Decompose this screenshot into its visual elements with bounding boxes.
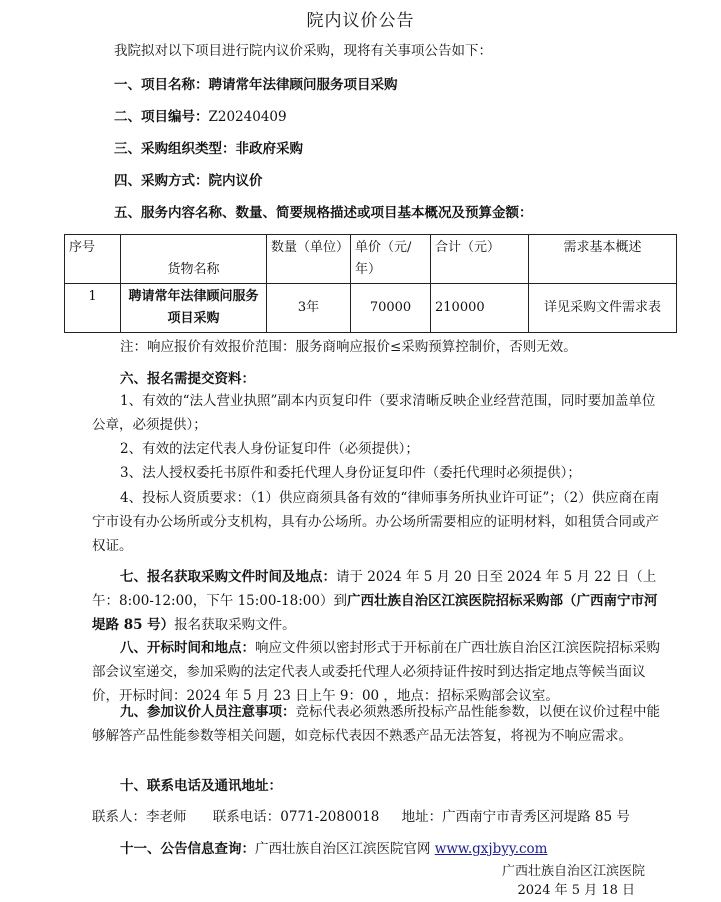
item-project-number bbox=[114, 106, 684, 128]
contact-address: 地址：广西南宁市青秀区河堤路 85 号 bbox=[401, 809, 630, 825]
table-cell: 1 bbox=[65, 284, 121, 333]
website-link[interactable]: www.gxjbyy.com bbox=[434, 841, 548, 857]
table-header: 合计（元） bbox=[431, 235, 529, 284]
section11 bbox=[120, 838, 690, 860]
section7-place: 广西壮族自治区江滨医院招标采购部（广西南宁市河堤路 85 号） bbox=[92, 593, 658, 633]
section8 bbox=[92, 636, 662, 708]
table-cell: 详见采购文件需求表 bbox=[529, 284, 677, 333]
section7 bbox=[92, 565, 662, 637]
item-value: 院内议价 bbox=[208, 173, 263, 189]
item-value: 聘请常年法律顾问服务项目采购 bbox=[208, 77, 398, 93]
section6-item-3: 3、法人授权委托书原件和委托代理人身份证复印件（委托代理时必须提供）； bbox=[120, 465, 581, 481]
item-label: 四、采购方式： bbox=[114, 173, 209, 189]
item-method bbox=[114, 170, 684, 192]
section11-title: 十一、公告信息查询： bbox=[120, 841, 255, 857]
contact-line bbox=[92, 806, 662, 828]
item-label: 三、采购组织类型： bbox=[114, 141, 236, 157]
section9 bbox=[92, 700, 662, 748]
item-value: Z20240409 bbox=[208, 109, 287, 125]
table-header: 序号 bbox=[65, 235, 121, 284]
section6-item-4: 4、投标人资质要求：（1）供应商须具备有效的“律师事务所执业许可证”；（2）供应商在南宁市设有办公场所或分支机构，具有办公场所。办公场所需要相应的证明材料，如租赁合同或产权证。 bbox=[92, 490, 660, 554]
table-header: 货物名称 bbox=[121, 235, 267, 284]
table-cell: 210000 bbox=[431, 284, 529, 333]
section9-text: 竞标代表必须熟悉所投标产品性能参数，以便在议价过程中能够解答产品性能参数等相关问题，如竞标代表因不熟悉产品无法答复，将视为不响应需求。 bbox=[92, 704, 660, 744]
section6-item-2: 2、有效的法定代表人身份证复印件（必须提供）； bbox=[120, 441, 419, 457]
signature-org: 广西壮族自治区江滨医院 bbox=[501, 864, 645, 879]
section8-text: 响应文件须以密封形式于开标前在广西壮族自治区江滨医院招标采购部会议室递交，参加采购的法定代表人或委托代理人必须持证件按时到达指定地点等候当面议价，开标时间：2024 年 5 月 23 日上午 9：00 ，地点：招标采购部会议室。 bbox=[92, 640, 660, 704]
item-label: 二、项目编号： bbox=[114, 109, 209, 125]
table-header-row bbox=[65, 235, 677, 284]
section8-title: 八、开标时间和地点： bbox=[120, 640, 255, 656]
section6-title: 六、报名需提交资料： bbox=[120, 371, 255, 387]
table-row bbox=[65, 284, 677, 333]
contact-phone: 联系电话：0771-2080018 bbox=[212, 809, 380, 825]
item-project-name bbox=[114, 74, 684, 96]
section5-title: 五、服务内容名称、数量、简要规格描述或项目基本概况及预算金额： bbox=[114, 205, 533, 221]
section10-title: 十、联系电话及通讯地址： bbox=[120, 778, 282, 794]
item-value: 非政府采购 bbox=[235, 141, 303, 157]
item-org-type bbox=[114, 138, 684, 160]
signature-date: 2024 年 5 月 18 日 bbox=[517, 883, 635, 898]
section7-tail: 报名获取采购文件。 bbox=[174, 617, 296, 633]
contact-person: 联系人：李老师 bbox=[92, 809, 187, 825]
item-label: 一、项目名称： bbox=[114, 77, 209, 93]
section9-title: 九、参加议价人员注意事项： bbox=[120, 704, 296, 720]
intro-text: 我院拟对以下项目进行院内议价采购，现将有关事项公告如下： bbox=[114, 43, 492, 59]
items-table bbox=[64, 234, 677, 333]
price-note: 注：响应报价有效报价范围：服务商响应报价≤采购预算控制价，否则无效。 bbox=[120, 339, 577, 355]
table-cell: 聘请常年法律顾问服务项目采购 bbox=[121, 284, 267, 333]
page-title: 院内议价公告 bbox=[306, 11, 415, 31]
section6-item-1: 1、有效的“法人营业执照”副本内页复印件（要求清晰反映企业经营范围，同时要加盖单位公章，必须提供）； bbox=[92, 393, 656, 433]
section7-title: 七、报名获取采购文件时间及地点： bbox=[120, 569, 336, 585]
table-cell: 70000 bbox=[351, 284, 431, 333]
section11-text: 广西壮族自治区江滨医院官网 bbox=[255, 841, 431, 857]
section7-text: 请于 2024 年 5 月 20 日至 2024 年 5 月 22 日（上午：8:00-12:00，下午 15:00-18:00）到 bbox=[92, 569, 657, 609]
table-cell: 3年 bbox=[267, 284, 351, 333]
table-header: 数量（单位） bbox=[267, 235, 351, 284]
table-header: 需求基本概述 bbox=[529, 235, 677, 284]
table-header: 单价（元/年） bbox=[351, 235, 431, 284]
